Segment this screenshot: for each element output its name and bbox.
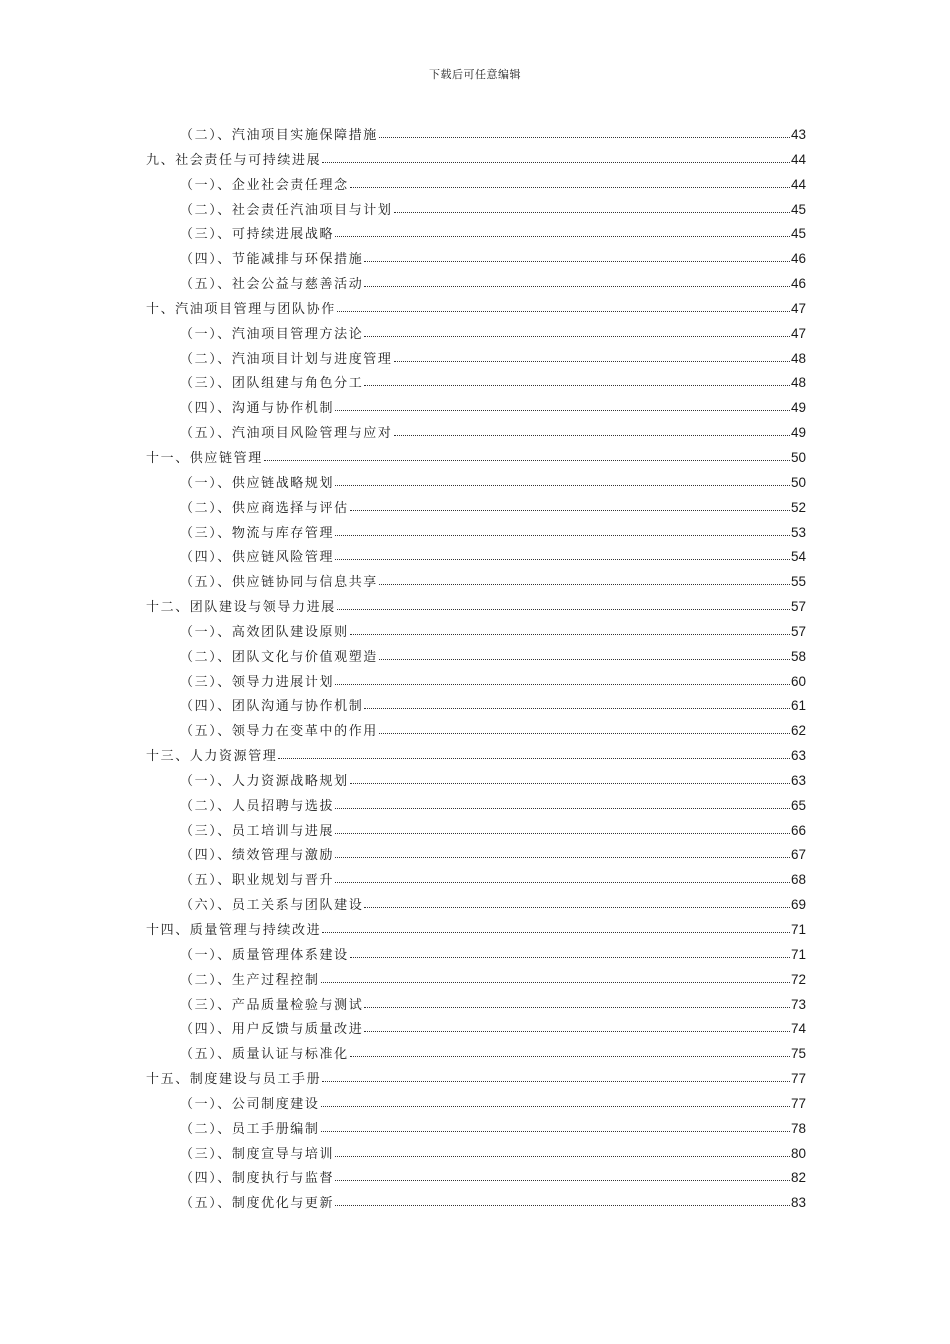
toc-leader-dots [379,658,790,660]
toc-page-number: 69 [790,897,806,913]
toc-page-number: 52 [790,499,806,515]
toc-leader-dots [335,1155,790,1157]
toc-entry-title: （四）、团队沟通与协作机制 [180,699,364,715]
toc-page-number: 71 [790,922,806,937]
toc-section-entry[interactable] [146,1167,806,1192]
toc-section-entry[interactable] [146,124,806,149]
toc-leader-dots [335,409,790,411]
toc-section-entry[interactable] [146,323,806,348]
toc-page-number: 62 [790,723,806,739]
toc-section-entry[interactable] [146,869,806,894]
toc-section-entry[interactable] [146,720,806,745]
toc-leader-dots [394,360,790,362]
toc-leader-dots [335,856,790,858]
toc-page-number: 46 [790,251,806,267]
toc-entry-title: （四）、节能减排与环保措施 [180,252,364,268]
toc-section-entry[interactable] [146,646,806,671]
toc-leader-dots [335,1204,790,1206]
toc-entry-title: （一）、质量管理体系建设 [180,947,349,963]
toc-leader-dots [350,509,790,511]
toc-section-entry[interactable] [146,472,806,497]
toc-leader-dots [364,335,790,337]
toc-entry-title: （三）、团队组建与角色分工 [180,376,364,392]
toc-entry-title: （二）、社会责任汽油项目与计划 [180,202,393,218]
toc-leader-dots [379,583,790,585]
toc-page-number: 45 [790,201,806,217]
toc-leader-dots [335,881,790,883]
toc-entry-title: （五）、社会公益与慈善活动 [180,277,364,293]
toc-leader-dots [350,1055,790,1057]
table-of-contents [146,124,806,1217]
toc-leader-dots [364,1030,790,1032]
toc-page-number: 67 [790,847,806,863]
toc-leader-dots [335,683,790,685]
toc-section-entry[interactable] [146,223,806,248]
toc-section-entry[interactable] [146,248,806,273]
toc-leader-dots [322,931,790,933]
toc-leader-dots [337,310,790,312]
toc-page-number: 49 [790,400,806,416]
toc-entry-title: （一）、企业社会责任理念 [180,177,349,193]
toc-section-entry[interactable] [146,1093,806,1118]
toc-page-number: 71 [790,946,806,962]
toc-section-entry[interactable] [146,497,806,522]
toc-entry-title: （二）、生产过程控制 [180,972,320,988]
toc-entry-title: （五）、汽油项目风险管理与应对 [180,426,393,442]
toc-leader-dots [350,633,790,635]
toc-page-number: 50 [790,449,806,465]
toc-section-entry[interactable] [146,671,806,696]
toc-page-number: 80 [790,1145,806,1161]
toc-page-number: 48 [790,375,806,391]
toc-section-entry[interactable] [146,820,806,845]
toc-entry-title: （三）、领导力进展计划 [180,674,335,690]
toc-page-number: 46 [790,276,806,292]
toc-section-entry[interactable] [146,1043,806,1068]
toc-page-number: 50 [790,474,806,490]
toc-section-entry[interactable] [146,571,806,596]
toc-leader-dots [364,1006,790,1008]
page-header: 下载后可任意编辑 [429,68,521,81]
toc-page-number: 45 [790,226,806,242]
toc-entry-title: （一）、人力资源战略规划 [180,773,349,789]
toc-chapter-entry[interactable] [146,596,806,621]
toc-page-number: 44 [790,176,806,192]
toc-leader-dots [335,832,790,834]
toc-page-number: 77 [790,1095,806,1111]
toc-page-number: 74 [790,1021,806,1037]
toc-section-entry[interactable] [146,894,806,919]
toc-page-number: 65 [790,797,806,813]
toc-leader-dots [322,1080,790,1082]
toc-entry-title: （五）、职业规划与晋升 [180,873,335,889]
toc-page-number: 68 [790,872,806,888]
toc-leader-dots [337,608,790,610]
toc-page-number: 58 [790,648,806,664]
toc-leader-dots [278,757,790,759]
toc-page-number: 73 [790,996,806,1012]
toc-leader-dots [335,484,790,486]
toc-entry-title: （三）、物流与库存管理 [180,525,335,541]
toc-page-number: 44 [790,151,806,167]
toc-entry-title: （四）、绩效管理与激励 [180,848,335,864]
toc-leader-dots [379,732,790,734]
toc-page-number: 72 [790,971,806,987]
toc-leader-dots [335,807,790,809]
toc-leader-dots [335,235,790,237]
toc-leader-dots [364,260,790,262]
toc-page-number: 75 [790,1046,806,1062]
toc-page-number: 63 [790,772,806,788]
toc-entry-title: （五）、质量认证与标准化 [180,1047,349,1063]
toc-leader-dots [379,136,790,138]
toc-entry-title: （五）、供应链协同与信息共享 [180,575,378,591]
toc-page-number: 47 [790,300,806,316]
toc-entry-title: 十四、质量管理与持续改进 [146,923,322,938]
toc-entry-title: 十、汽油项目管理与团队协作 [146,301,336,317]
toc-leader-dots [264,459,790,461]
toc-entry-title: （一）、汽油项目管理方法论 [180,326,364,342]
toc-section-entry[interactable] [146,944,806,969]
toc-section-entry[interactable] [146,844,806,869]
toc-page-number: 57 [790,599,806,615]
toc-page-number: 66 [790,822,806,838]
toc-entry-title: 九、社会责任与可持续进展 [146,152,322,168]
toc-entry-title: （二）、员工手册编制 [180,1121,320,1137]
toc-leader-dots [350,956,790,958]
toc-leader-dots [364,285,790,287]
toc-section-entry[interactable] [146,422,806,447]
toc-entry-title: （六）、员工关系与团队建设 [180,898,364,914]
toc-page-number: 83 [790,1195,806,1211]
toc-section-entry[interactable] [146,546,806,571]
toc-entry-title: （五）、制度优化与更新 [180,1196,335,1212]
toc-entry-title: （三）、产品质量检验与测试 [180,997,364,1013]
toc-leader-dots [364,906,790,908]
toc-section-entry[interactable] [146,1192,806,1217]
toc-leader-dots [321,1130,790,1132]
toc-entry-title: （一）、高效团队建设原则 [180,624,349,640]
toc-leader-dots [350,782,790,784]
toc-section-entry[interactable] [146,273,806,298]
toc-page-number: 57 [790,623,806,639]
toc-entry-title: （四）、供应链风险管理 [180,550,335,566]
toc-page-number: 48 [790,350,806,366]
toc-leader-dots [364,707,790,709]
toc-section-entry[interactable] [146,1143,806,1168]
toc-leader-dots [350,186,790,188]
toc-page-number: 77 [790,1071,806,1087]
toc-leader-dots [335,534,790,536]
toc-section-entry[interactable] [146,994,806,1019]
toc-section-entry[interactable] [146,1118,806,1143]
toc-leader-dots [322,161,790,163]
toc-leader-dots [364,384,790,386]
toc-section-entry[interactable] [146,695,806,720]
toc-section-entry[interactable] [146,397,806,422]
toc-page-number: 47 [790,325,806,341]
toc-section-entry[interactable] [146,770,806,795]
toc-chapter-entry[interactable] [146,298,806,323]
toc-section-entry[interactable] [146,621,806,646]
toc-leader-dots [394,211,790,213]
toc-entry-title: （三）、员工培训与进展 [180,823,335,839]
toc-section-entry[interactable] [146,372,806,397]
toc-chapter-entry[interactable] [146,919,806,944]
toc-page-number: 82 [790,1170,806,1186]
toc-entry-title: （一）、供应链战略规划 [180,475,335,491]
toc-page-number: 78 [790,1120,806,1136]
toc-entry-title: （二）、人员招聘与选拔 [180,798,335,814]
toc-entry-title: （四）、制度执行与监督 [180,1171,335,1187]
toc-entry-title: （四）、沟通与协作机制 [180,401,335,417]
toc-entry-title: 十一、供应链管理 [146,450,263,466]
toc-page-number: 54 [790,549,806,565]
toc-page-number: 55 [790,574,806,590]
toc-leader-dots [335,1179,790,1181]
toc-entry-title: （二）、团队文化与价值观塑造 [180,649,378,665]
toc-chapter-entry[interactable] [146,149,806,174]
toc-leader-dots [394,434,790,436]
toc-entry-title: （三）、制度宣导与培训 [180,1146,335,1162]
toc-page-number: 49 [790,425,806,441]
toc-chapter-entry[interactable] [146,745,806,770]
toc-section-entry[interactable] [146,969,806,994]
toc-chapter-entry[interactable] [146,1068,806,1093]
toc-entry-title: 十二、团队建设与领导力进展 [146,600,336,616]
toc-section-entry[interactable] [146,795,806,820]
toc-entry-title: 十五、制度建设与员工手册 [146,1072,322,1088]
toc-page-number: 60 [790,673,806,689]
toc-leader-dots [321,1105,790,1107]
toc-entry-title: （一）、公司制度建设 [180,1096,320,1112]
toc-entry-title: （二）、汽油项目实施保障措施 [180,128,378,143]
toc-section-entry[interactable] [146,199,806,224]
toc-leader-dots [321,981,790,983]
toc-chapter-entry[interactable] [146,447,806,472]
toc-entry-title: （五）、领导力在变革中的作用 [180,724,378,740]
toc-section-entry[interactable] [146,174,806,199]
toc-section-entry[interactable] [146,1018,806,1043]
toc-section-entry[interactable] [146,522,806,547]
toc-page-number: 63 [790,748,806,764]
toc-section-entry[interactable] [146,348,806,373]
toc-entry-title: （四）、用户反馈与质量改进 [180,1022,364,1038]
toc-page-number: 61 [790,698,806,714]
toc-page-number: 53 [790,524,806,540]
toc-entry-title: 十三、人力资源管理 [146,749,278,765]
toc-entry-title: （二）、供应商选择与评估 [180,500,349,516]
toc-leader-dots [335,558,790,560]
toc-entry-title: （二）、汽油项目计划与进度管理 [180,351,393,367]
toc-page-number: 43 [790,127,806,142]
toc-entry-title: （三）、可持续进展战略 [180,227,335,243]
